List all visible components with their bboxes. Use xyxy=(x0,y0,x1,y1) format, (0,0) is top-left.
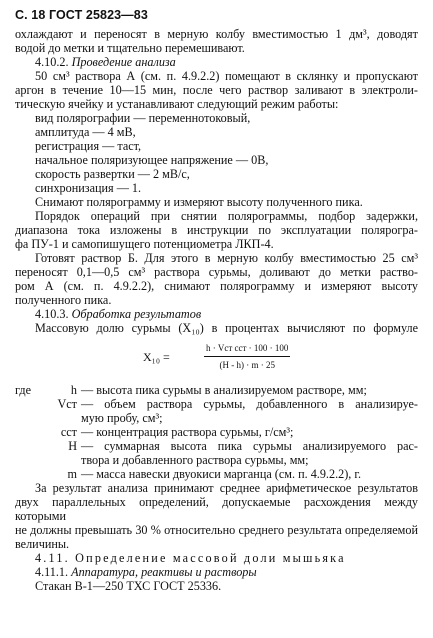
section-heading-4-11: 4.11. Определение массовой доли мышьяка xyxy=(35,551,346,565)
text-line: величины. xyxy=(15,537,70,551)
mode-item: начальное поляризующее напряжение — 0В, xyxy=(35,153,269,167)
section-title: Аппаратура, реактивы и растворы xyxy=(71,565,257,579)
formula xyxy=(15,339,418,377)
text-line: Готовят раствор Б. Для этого в мерную колбу вместимостью 25 см³ xyxy=(35,251,418,265)
definition-row xyxy=(15,425,418,439)
formula-numerator: h · Vст cст · 100 · 100 xyxy=(206,343,289,353)
document-body xyxy=(15,27,418,593)
definition-symbol: h xyxy=(70,383,77,397)
text-line: 50 см³ раствора А (см. п. 4.9.2.2) помещают в склянку и пропускают xyxy=(35,69,418,83)
text-line: ром А (см. п. 4.9.2.2), снимают полярограмму и измеряют высоту xyxy=(15,279,418,293)
definition-text: — высота пика сурьмы в анализируемом растворе, мм; xyxy=(81,383,367,397)
section-number: 4.10.2. xyxy=(35,55,69,69)
definition-symbol: Vст xyxy=(57,397,77,411)
text-line: тическую ячейку и устанавливают следующий режим работы: xyxy=(15,97,339,111)
definition-text: — масса навески двуокиси марганца (см. п. 4.9.2.2), г. xyxy=(81,467,362,481)
text-line: диапазона тока изложены в инструкции по эксплуатации полярогра- xyxy=(15,223,418,237)
text-line: охлаждают и переносят в мерную колбу вместимостью 1 дм³, доводят xyxy=(15,27,418,41)
text-line: фа ПУ-1 и самопишущего потенциометра ЛКП-4. xyxy=(15,237,274,251)
text-line: переносят 0,1—0,5 см³ раствора сурьмы, доливают до метки раство- xyxy=(15,265,418,279)
definition-row xyxy=(15,439,418,453)
definitions-list xyxy=(15,383,418,481)
mode-item: скорость развертки — 2 мВ/с, xyxy=(35,167,190,181)
section-heading-4-11-1 xyxy=(15,565,418,579)
definition-text: — концентрация раствора сурьмы, г/см³; xyxy=(81,425,294,439)
formula-denominator: (H - h) · m · 25 xyxy=(219,360,275,370)
section-heading-4-10-3 xyxy=(15,307,418,321)
text-line: не должны превышать 30 % относительно среднего результата определяемой xyxy=(15,523,418,537)
text-line: двух параллельных определений, допускаемые расхождения между которыми xyxy=(15,495,418,523)
section-title: Обработка результатов xyxy=(71,307,202,321)
definition-text: — суммарная высота пика сурьмы анализируемого рас- xyxy=(81,439,418,453)
definition-continuation: твора и добавленного раствора сурьмы, мм; xyxy=(81,453,309,467)
mode-item: синхронизация — 1. xyxy=(35,181,142,195)
text-line: Стакан В-1—250 ТХС ГОСТ 25336. xyxy=(35,579,222,593)
definition-symbol: m xyxy=(67,467,77,481)
formula-fraction xyxy=(204,341,290,372)
section-title: Проведение анализа xyxy=(71,55,176,69)
text-line: Порядок операций при снятии полярограммы, подбор задержки, xyxy=(35,209,418,223)
formula-lhs: X₁₀ = xyxy=(143,350,170,364)
definition-text: — объем раствора сурьмы, добавленного в анализируе- xyxy=(81,397,418,411)
definition-symbol: cст xyxy=(60,425,77,439)
mode-item: вид полярографии — переменнотоковый, xyxy=(35,111,251,125)
text-line: полученного пика. xyxy=(15,293,112,307)
definition-symbol: H xyxy=(68,439,77,453)
section-heading-4-10-2 xyxy=(15,55,418,69)
text-line: Снимают полярограмму и измеряют высоту полученного пика. xyxy=(35,195,363,209)
definition-row xyxy=(15,383,418,397)
mode-item: амплитуда — 4 мВ, xyxy=(35,125,136,139)
text-line: аргон в течение 10—15 мин, после чего раствор заливают в электроли- xyxy=(15,83,418,97)
section-number: 4.11.1. xyxy=(35,565,69,579)
page-header: С. 18 ГОСТ 25823—83 xyxy=(15,8,148,22)
section-number: 4.10.3. xyxy=(35,307,69,321)
text-line: водой до метки и тщательно перемешивают. xyxy=(15,41,245,55)
definition-continuation: мую пробу, см³; xyxy=(81,411,163,425)
text-line: Массовую долю сурьмы (X₁₀) в процентах вычисляют по формуле xyxy=(35,321,418,335)
text-line: За результат анализа принимают среднее арифметическое результатов xyxy=(35,481,418,495)
mode-item: регистрация — таст, xyxy=(35,139,142,153)
where-label: где xyxy=(15,383,32,397)
definition-row xyxy=(15,397,418,411)
definition-row xyxy=(15,467,418,481)
